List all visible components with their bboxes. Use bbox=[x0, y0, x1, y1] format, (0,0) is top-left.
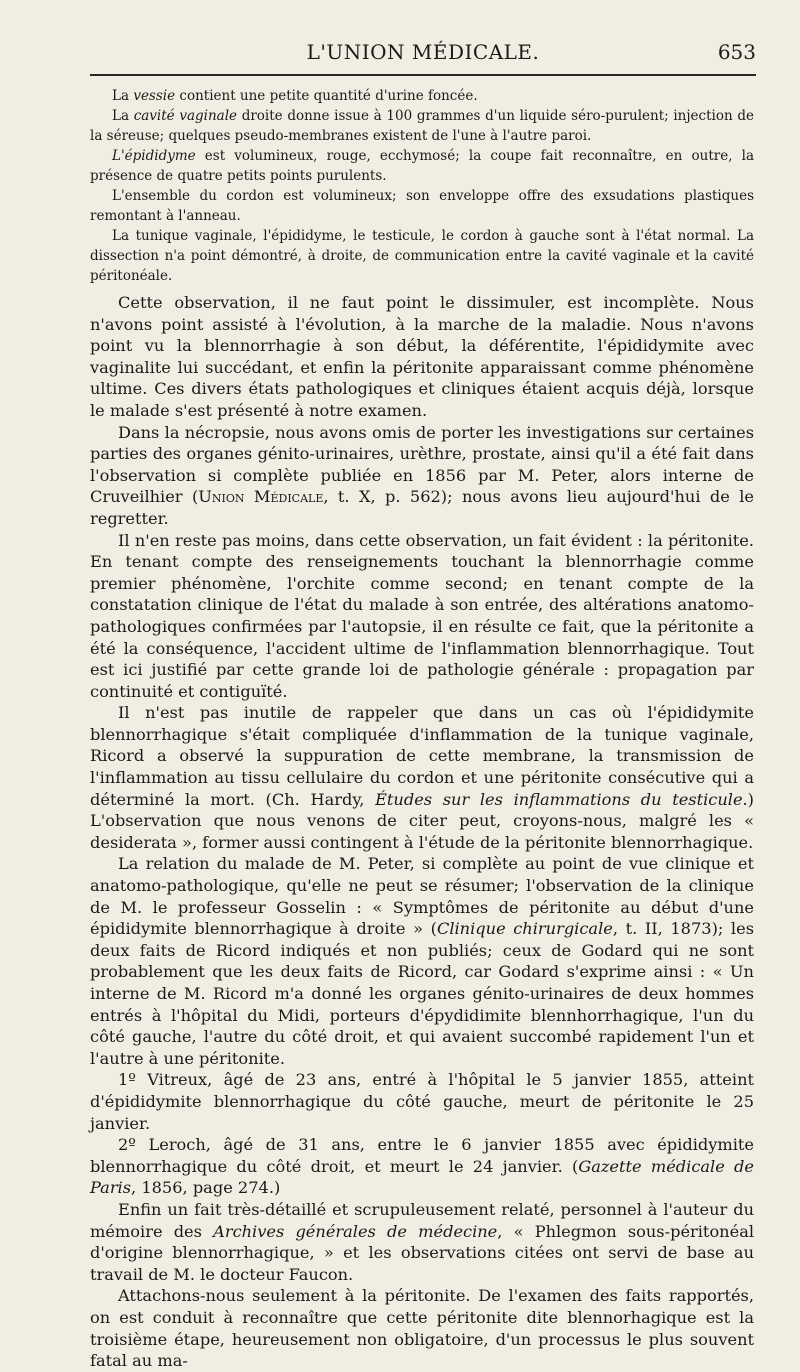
paragraph: 1º Vitreux, âgé de 23 ans, entré à l'hôpital le 5 janvier 1855, atteint d'épididymite blennorrhagique du côté gauche, meurt de péritonite le 25 janvier. bbox=[90, 1070, 754, 1133]
paragraph bbox=[90, 422, 754, 530]
text-run: Enfin un fait très-détaillé et scrupuleusement relaté, personnel à l'auteur du mémoire des bbox=[90, 1199, 754, 1241]
text-run: , « Phlegmon sous-péritonéal d'origine blennorrhagique, » et les observations citées ont servi de base au travail de M. le docteur Faucon. bbox=[90, 1221, 755, 1284]
note-term: vessie bbox=[133, 88, 176, 104]
article-body bbox=[90, 292, 754, 1372]
journal-name: Union Médicale bbox=[198, 487, 324, 507]
paragraph: Attachons-nous seulement à la péritonite. De l'examen des faits rapportés, on est conduit à reconnaître que cette péritonite dite blennorhagique est la troisième étape, heureusement non obligatoire, d'un processus le plus souvent fatal au ma- bbox=[90, 1286, 754, 1371]
paragraph bbox=[90, 853, 754, 1069]
paragraph bbox=[90, 702, 754, 853]
note-text: est volumineux, rouge, ecchymosé; la coupe fait reconnaître, en outre, la présence de quatre petits points purulents. bbox=[90, 148, 754, 184]
note-text: La bbox=[112, 108, 134, 124]
journal-title: Archives générales de médecine bbox=[213, 1221, 498, 1241]
text-run: , 1856, page 274.) bbox=[131, 1178, 281, 1198]
text-run: .) L'observation que nous venons de citer peut, croyons-nous, malgré les « desiderata », former aussi contingent à l'étude de la péritonite blennorrhagique. bbox=[90, 789, 754, 852]
note-vessie bbox=[90, 86, 754, 106]
note-text: contient une petite quantité d'urine foncée. bbox=[175, 88, 478, 104]
text-run: Dans la nécropsie, nous avons omis de porter les investigations sur certaines parties des organes génito-urinaires, urèthre, prostate, ainsi qu'il a été fait dans l'observation si complète publiée en 1856 par M. Peter, alors interne de Cruveilhier ( bbox=[90, 422, 754, 507]
note-text: La bbox=[112, 88, 134, 104]
paragraph: Cette observation, il ne faut point le dissimuler, est incomplète. Nous n'avons point assisté à l'évolution, à la marche de la maladie. Nous n'avons point vu la blennorrhagie à son début, la déférentite, l'épididymite avec vaginalite lui succédant, et enfin la péritonite apparaissant comme phénomène ultime. Ces divers états pathologiques et cliniques étaient acquis déjà, lorsque le malade s'est présenté à notre examen. bbox=[90, 293, 754, 420]
text-run: La relation du malade de M. Peter, si complète au point de vue clinique et anatomo-pathologique, qu'elle ne peut se résumer; l'observation de la clinique de M. le professeur Gosselin : « Symptômes de péritonite au début d'une épididymite blennorrhagique à droite » ( bbox=[90, 854, 754, 939]
note-text: droite donne issue à 100 grammes d'un liquide séro-purulent; injection de la séreuse; quelques pseudo-membranes existent de l'une à l'autre paroi. bbox=[90, 108, 754, 144]
book-title: Clinique chirurgicale bbox=[436, 919, 613, 939]
note-cordon: L'ensemble du cordon est volumineux; son enveloppe offre des exsudations plastiques remontant à l'anneau. bbox=[90, 188, 754, 224]
header-rule bbox=[90, 74, 756, 76]
note-term: L'épididyme bbox=[112, 148, 196, 164]
note-cavite-vaginale bbox=[90, 106, 754, 146]
book-title: Études sur les inflammations du testicule bbox=[375, 789, 743, 809]
text-run: 2º Leroch, âgé de 31 ans, entre le 6 janvier 1855 avec épididymite blennorrhagique du côté droit, et meurt le 24 janvier. ( bbox=[90, 1135, 754, 1176]
text-run: Il n'est pas inutile de rappeler que dans un cas où l'épididymite blennorrhagique s'était compliquée d'inflammation de la tunique vaginale, Ricord a observé la suppuration de cette membrane, la transmission de l'inflammation au tissu cellulaire du cordon et une péritonite consécutive qui a déterminé la mort. (Ch. Hardy, bbox=[90, 703, 754, 809]
page-header bbox=[90, 40, 756, 80]
running-title: L'UNION MÉDICALE. bbox=[306, 40, 540, 64]
journal-title: Gazette médicale de Paris bbox=[90, 1156, 754, 1198]
note-epididyme bbox=[90, 146, 754, 186]
text-run: , t. II, 1873); les deux faits de Ricord indiqués et non publiés; ceux de Godard qui ne sont probablement que les deux faits de Ricord, car Godard s'exprime ainsi : « Un interne de M. Ricord m'a donné les organes génito-urinaires de deux hommes entrés à l'hôpital du Midi, porteurs d'épydidimite blennhorrhagique, l'un du côté gauche, l'autre du côté droit, et qui avaient succombé rapidement l'un et l'autre à une péritonite. bbox=[90, 919, 754, 1068]
text-run: , t. X, p. 562); nous avons lieu aujourd'hui de le regretter. bbox=[90, 487, 754, 528]
note-tunique: La tunique vaginale, l'épididyme, le testicule, le cordon à gauche sont à l'état normal. La dissection n'a point démontré, à droite, de communication entre la cavité vaginale et la cavité péritonéale. bbox=[90, 228, 754, 284]
paragraph bbox=[90, 1199, 754, 1285]
autopsy-notes bbox=[90, 86, 754, 286]
paragraph bbox=[90, 1134, 754, 1199]
page-number: 653 bbox=[717, 40, 756, 64]
note-term: cavité vaginale bbox=[133, 108, 238, 124]
paragraph: Il n'en reste pas moins, dans cette observation, un fait évident : la péritonite. En tenant compte des renseignements touchant la blennorrhagie comme premier phénomène, l'orchite comme second; en tenant compte de la constatation clinique de l'état du malade à son entrée, des altérations anatomo-pathologiques confirmées par l'autopsie, il en résulte ce fait, que la péritonite a été la conséquence, l'accident ultime de l'inflammation blennorrhagique. Tout est ici justifié par cette grande loi de pathologie générale : propagation par continuité et contiguïté. bbox=[90, 530, 754, 701]
